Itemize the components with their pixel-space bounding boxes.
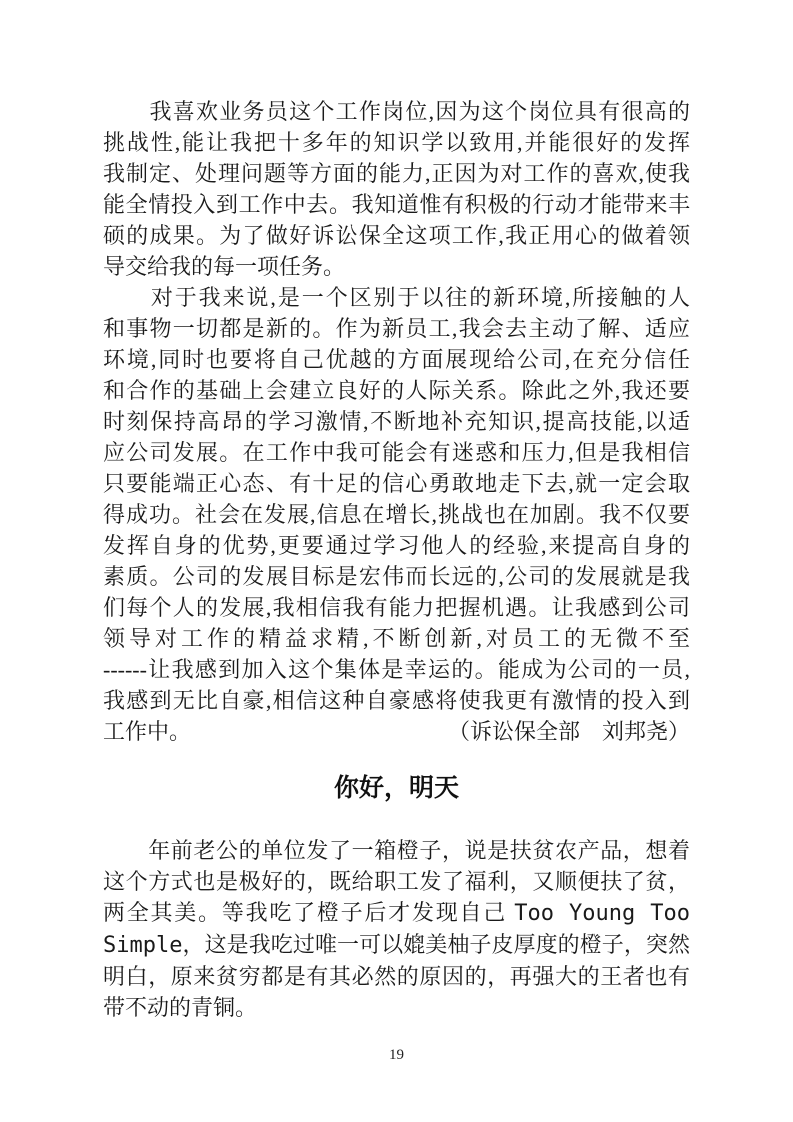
article-2 bbox=[103, 835, 690, 1023]
article-1-paragraph-2 bbox=[103, 282, 690, 716]
text-line: 应公司发展。在工作中我可能会有迷惑和压力,但是我相信 bbox=[103, 440, 690, 465]
page-number: 19 bbox=[389, 1047, 404, 1063]
text-line: 年前老公的单位发了一箱橙子，说是扶贫农产品，想着 bbox=[103, 838, 690, 863]
text-line: 挑战性,能让我把十多年的知识学以致用,并能很好的发挥 bbox=[103, 130, 690, 155]
text-line: 发挥自身的优势,更要通过学习他人的经验,来提高自身的 bbox=[103, 533, 690, 558]
article-1-paragraph-1 bbox=[103, 96, 690, 282]
text-line: 这个方式也是极好的，既给职工发了福利，又顺便扶了贫， bbox=[103, 869, 690, 894]
signature-line bbox=[103, 716, 690, 747]
text-line: 领导对工作的精益求精,不断创新,对员工的无微不至 bbox=[103, 626, 690, 651]
text-line: 带不动的青铜。 bbox=[103, 995, 258, 1020]
article-1 bbox=[103, 96, 690, 747]
text-line: 素质。公司的发展目标是宏伟而长远的,公司的发展就是我 bbox=[103, 564, 690, 589]
text-line: Simple，这是我吃过唯一可以媲美柚子皮厚度的橙子，突然 bbox=[103, 932, 690, 958]
text-line: 只要能端正心态、有十足的信心勇敢地走下去,就一定会取 bbox=[103, 471, 690, 496]
author-signature: （诉讼保全部 刘邦尧） bbox=[447, 719, 690, 744]
latin-text: Too Young Too bbox=[514, 901, 690, 926]
text-line: 我感到无比自豪,相信这种自豪感将使我更有激情的投入到 bbox=[103, 688, 690, 713]
text-line: ------让我感到加入这个集体是幸运的。能成为公司的一员, bbox=[103, 657, 690, 682]
text-line: 和事物一切都是新的。作为新员工,我会去主动了解、适应 bbox=[103, 316, 690, 341]
text-line: 得成功。社会在发展,信息在增长,挑战也在加剧。我不仅要 bbox=[103, 502, 690, 527]
text-line: 导交给我的每一项任务。 bbox=[103, 254, 346, 279]
text-line: 明白，原来贫穷都是有其必然的原因的，再强大的王者也有 bbox=[103, 964, 690, 989]
text-line: 硕的成果。为了做好诉讼保全这项工作,我正用心的做着领 bbox=[103, 223, 690, 248]
article-2-title: 你好，明天 bbox=[333, 774, 459, 802]
text-line: 和合作的基础上会建立良好的人际关系。除此之外,我还要 bbox=[103, 378, 690, 403]
text-line: 我制定、处理问题等方面的能力,正因为对工作的喜欢,使我 bbox=[103, 161, 690, 186]
text-line: 能全情投入到工作中去。我知道惟有积极的行动才能带来丰 bbox=[103, 192, 690, 217]
text-line: 我喜欢业务员这个工作岗位,因为这个岗位具有很高的 bbox=[103, 99, 690, 124]
paragraph-end-text: 工作中。 bbox=[103, 719, 192, 744]
text-line: 两全其美。等我吃了橙子后才发现自己 Too Young Too bbox=[103, 900, 690, 926]
text-line: 们每个人的发展,我相信我有能力把握机遇。让我感到公司 bbox=[103, 595, 690, 620]
article-2-paragraph-1 bbox=[103, 835, 690, 1023]
text-line: 环境,同时也要将自己优越的方面展现给公司,在充分信任 bbox=[103, 347, 690, 372]
text-line: 对于我来说,是一个区别于以往的新环境,所接触的人 bbox=[103, 285, 690, 310]
text-line: 时刻保持高昂的学习激情,不断地补充知识,提高技能,以适 bbox=[103, 409, 690, 434]
latin-text: Simple bbox=[103, 933, 183, 958]
